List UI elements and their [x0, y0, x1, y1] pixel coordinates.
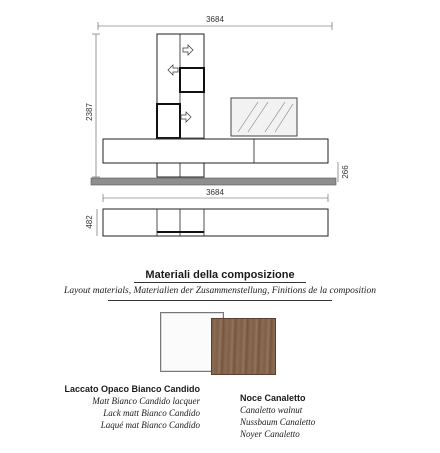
material-translation: Matt Bianco Candido lacquer: [92, 396, 200, 406]
material-translation: Laqué mat Bianco Candido: [100, 420, 200, 430]
plan-view: [103, 209, 328, 236]
materials-title: Materiali della composizione: [145, 269, 295, 281]
materials-subtitle: Layout materials, Materialien der Zusammenstellung, Finitions de la composition: [64, 286, 376, 296]
swatch-noce-canaletto: [211, 318, 276, 375]
subtitle-divider: [108, 300, 332, 301]
plan-depth-label: 482: [85, 215, 94, 229]
title-divider: [134, 282, 306, 283]
caption-bianco-candido: [50, 383, 200, 431]
caption-noce-canaletto: [240, 392, 380, 440]
material-name: Laccato Opaco Bianco Candido: [64, 384, 200, 394]
tv-panel: [231, 98, 297, 136]
material-translation: Nussbaum Canaletto: [240, 417, 316, 427]
base-height-label: 266: [341, 165, 350, 179]
material-translation: Lack matt Bianco Candido: [103, 408, 200, 418]
open-niche-lower: [157, 104, 180, 138]
top-width-label: 3684: [206, 15, 224, 24]
floor-plinth: [91, 178, 336, 185]
open-niche-upper: [180, 68, 204, 92]
base-unit: [103, 139, 328, 163]
material-translation: Canaletto walnut: [240, 405, 303, 415]
height-label: 2387: [85, 103, 94, 121]
plan-width-label: 3684: [206, 188, 224, 197]
material-name: Noce Canaletto: [240, 393, 306, 403]
material-translation: Noyer Canaletto: [240, 429, 300, 439]
